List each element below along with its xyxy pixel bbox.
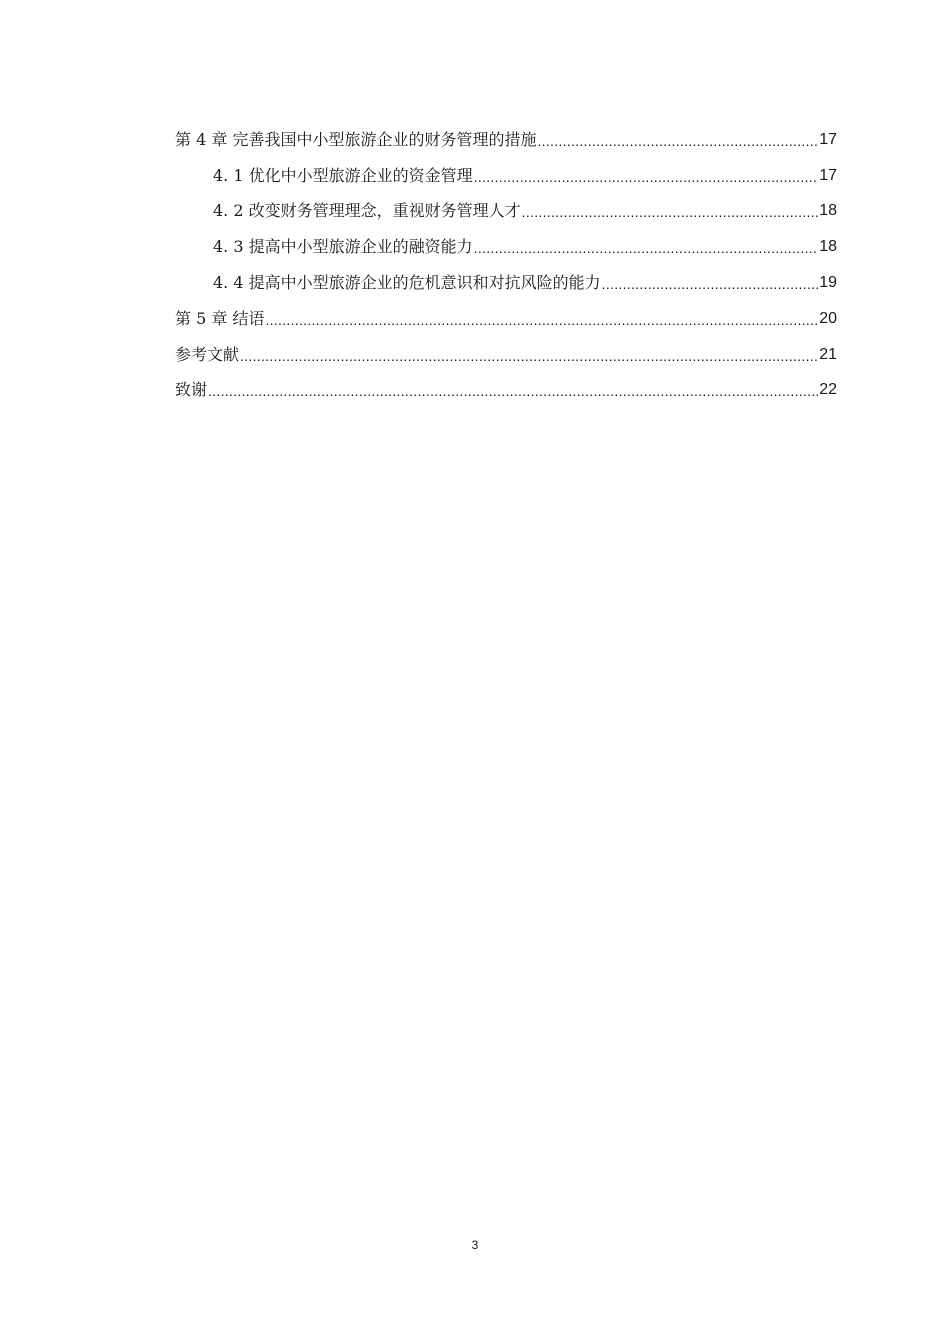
toc-entry-title: 4. 4 提高中小型旅游企业的危机意识和对抗风险的能力 [213, 272, 601, 292]
toc-entry-title: 4. 1 优化中小型旅游企业的资金管理 [213, 165, 473, 185]
table-of-contents [175, 120, 837, 406]
toc-dot-leader [474, 168, 819, 186]
toc-entry-title: 致谢 [175, 380, 208, 400]
toc-entry-acknowledgements[interactable] [175, 371, 837, 407]
toc-entry-chapter-4[interactable] [175, 120, 837, 156]
toc-dot-leader [522, 203, 819, 221]
toc-entry-section-4-3[interactable] [175, 227, 837, 263]
toc-entry-page: 21 [819, 345, 837, 363]
toc-dot-leader [240, 347, 818, 365]
toc-entry-title: 4. 2 改变财务管理理念，重视财务管理人才 [213, 201, 521, 221]
toc-entry-section-4-4[interactable] [175, 263, 837, 299]
toc-entry-title: 第 4 章 完善我国中小型旅游企业的财务管理的措施 [175, 129, 537, 149]
page-number: 3 [471, 1238, 479, 1252]
toc-entry-chapter-5[interactable] [175, 299, 837, 335]
toc-dot-leader [265, 311, 818, 329]
toc-dot-leader [537, 132, 818, 150]
toc-entry-page: 18 [819, 238, 837, 256]
toc-dot-leader [208, 382, 818, 400]
toc-entry-section-4-2[interactable] [175, 192, 837, 228]
toc-dot-leader [602, 275, 819, 293]
toc-entry-title: 参考文献 [175, 344, 240, 364]
toc-entry-page: 19 [819, 273, 837, 291]
toc-dot-leader [474, 239, 819, 257]
toc-entry-section-4-1[interactable] [175, 156, 837, 192]
toc-entry-references[interactable] [175, 335, 837, 371]
toc-entry-title: 4. 3 提高中小型旅游企业的融资能力 [213, 237, 473, 257]
toc-entry-title: 第 5 章 结语 [175, 308, 265, 328]
toc-entry-page: 17 [819, 166, 837, 184]
toc-entry-page: 22 [819, 381, 837, 399]
toc-entry-page: 17 [819, 130, 837, 148]
toc-entry-page: 20 [819, 309, 837, 327]
toc-entry-page: 18 [819, 202, 837, 220]
